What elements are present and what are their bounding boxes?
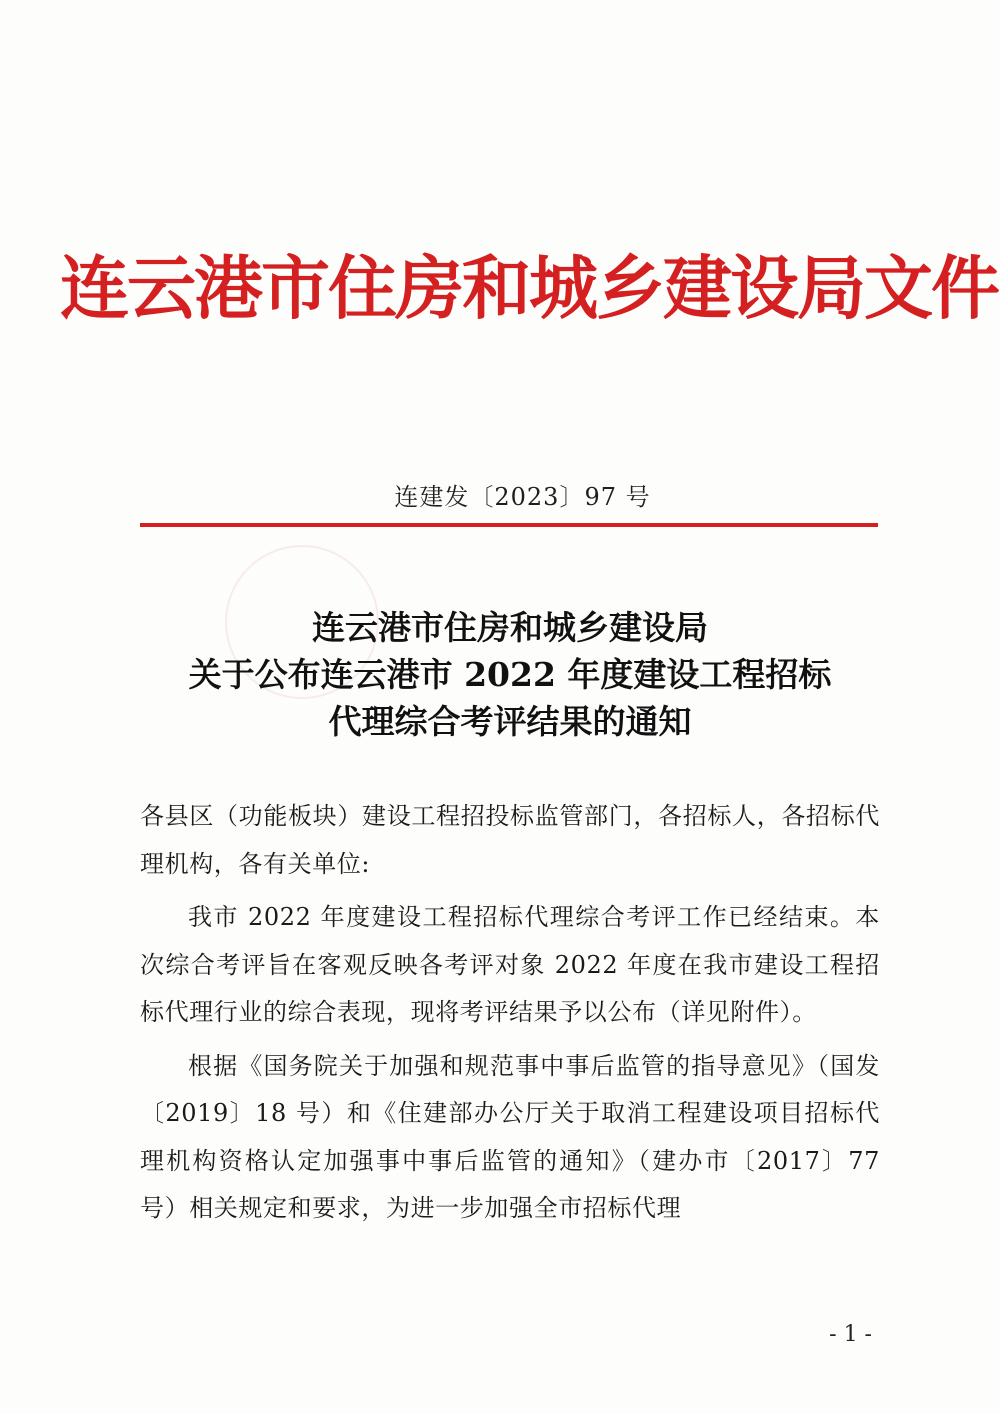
addressee-paragraph: 各县区（功能板块）建设工程招投标监管部门，各招标人，各招标代理机构，各有关单位: bbox=[140, 802, 880, 878]
notice-title-line-2: 关于公布连云港市 2022 年度建设工程招标 bbox=[188, 655, 832, 694]
notice-body bbox=[140, 793, 880, 1239]
body-paragraph-1: 我市 2022 年度建设工程招标代理综合考评工作已经结束。本次综合考评旨在客观反映各考评对象 2022 年度在我市建设工程招标代理行业的综合表现，现将考评结果予以公布（详见附件）。 bbox=[140, 903, 880, 1026]
notice-title-line-1: 连云港市住房和城乡建设局 bbox=[312, 608, 708, 647]
issuer-header-title: 连云港市住房和城乡建设局文件 bbox=[60, 249, 998, 329]
document-number: 连建发〔2023〕97 号 bbox=[394, 483, 651, 511]
body-paragraph-2: 根据《国务院关于加强和规范事中事后监管的指导意见》（国发〔2019〕18 号）和《住建部办公厅关于取消工程建设项目招标代理机构资格认定加强事中事后监管的通知》（建办市〔2017〕77 号）相关规定和要求，为进一步加强全市招标代理 bbox=[140, 1051, 880, 1222]
notice-title bbox=[100, 604, 920, 745]
red-divider-line bbox=[140, 523, 878, 527]
page-number: - 1 - bbox=[829, 1322, 872, 1347]
notice-title-line-3: 代理综合考评结果的通知 bbox=[328, 702, 692, 741]
